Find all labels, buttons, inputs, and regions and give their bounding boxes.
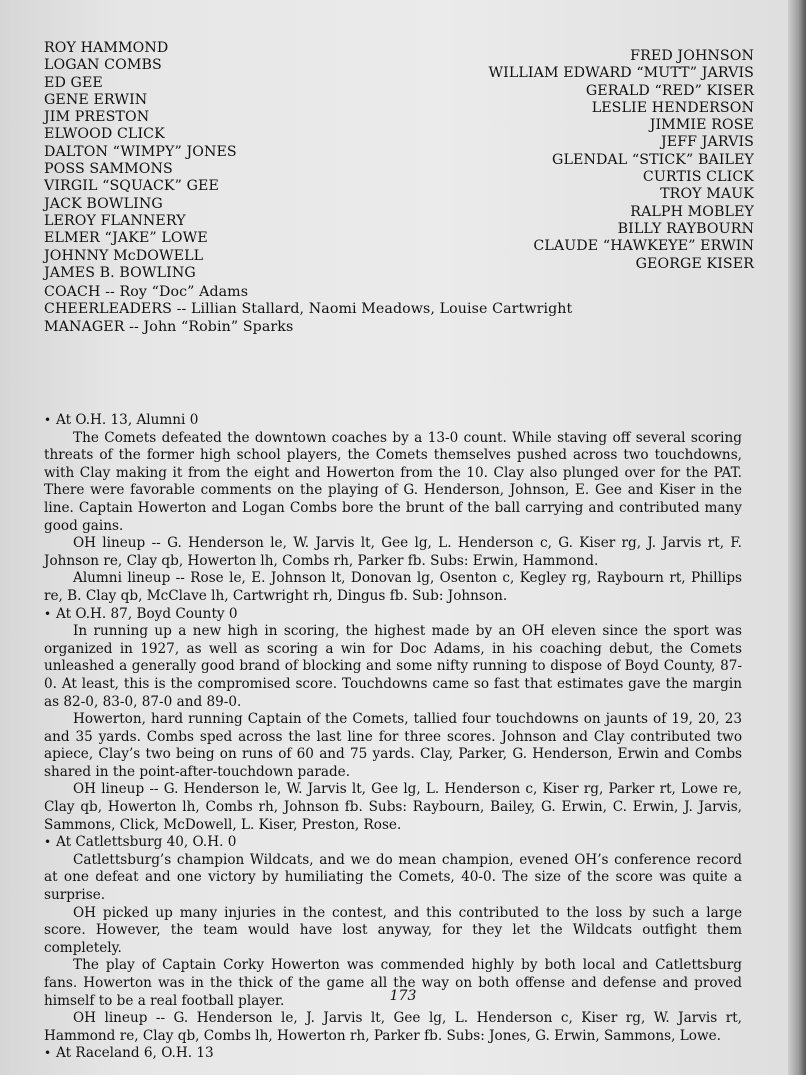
roster-name: GLENDAL “STICK” BAILEY [552,151,754,168]
page-edge-shadow [788,0,806,1075]
bullet-icon: • [44,413,52,427]
roster-name: GEORGE KISER [635,255,754,272]
roster-name: LEROY FLANNERY [44,212,186,229]
roster-name: ELWOOD CLICK [44,126,165,143]
game-paragraph: Catlettsburg’s champion Wildcats, and we do mean champion, evened OH’s conference record at one defeat and one victory by humiliating the Comets, 40-0. The size of the score was quite a surprise. [44,851,742,904]
roster-right-column [424,48,754,273]
game-heading: • At O.H. 13, Alumni 0 [44,412,199,428]
game-paragraph: The play of Captain Corky Howerton was commended highly by both local and Catlettsburg fans. Howerton was in the thick of the game all the way on both offense and defense and proved himself to be a real football player. [44,957,742,1009]
game-paragraph: OH picked up many injuries in the contest, and this contributed to the loss by such a large score. However, the team would have lost anyway, for they let the Wildcats outfight them completely. [44,904,742,956]
roster-name: LESLIE HENDERSON [591,99,754,116]
game-paragraph: OH lineup -- G. Henderson le, W. Jarvis lt, Gee lg, L. Henderson c, G. Kiser rg, J. Jarvis rt, F. Johnson re, Clay qb, Howerton lh, Combs rh, Parker fb. Subs: Erwin, Hammond. [44,535,742,569]
roster-name: GENE ERWIN [44,91,148,108]
cheerleaders-line: CHEERLEADERS -- Lillian Stallard, Naomi Meadows, Louise Cartwright [44,301,573,318]
roster-name: LOGAN COMBS [44,57,162,74]
game-paragraph: The Comets defeated the downtown coaches by a 13-0 count. While staving off several scoring threats of the former high school players, the Comets themselves pushed across two touchdowns, with Clay making it from the eight and Howerton from the 10. Clay also plunged over for the PAT. There were favorable comments on the playing of G. Henderson, Johnson, E. Gee and Kiser in the line. Captain Howerton and Logan Combs bore the brunt of the ball carrying and contributed many good gains. [44,429,742,534]
roster-name: CLAUDE “HAWKEYE” ERWIN [533,238,754,255]
game-paragraph: OH lineup -- G. Henderson le, J. Jarvis lt, Gee lg, L. Henderson c, Kiser rg, W. Jarvis rt, Hammond re, Clay qb, Combs lh, Howerton rh, Parker fb. Subs: Jones, G. Erwin, Sammons, Lowe. [44,1010,742,1044]
game-reports [44,412,742,1063]
roster-name: CURTIS CLICK [642,169,754,186]
roster-name: GERALD “RED” KISER [585,82,754,99]
roster-name: ROY HAMMOND [44,40,169,56]
game-paragraph: Alumni lineup -- Rose le, E. Johnson lt, Donovan lg, Osenton c, Kegley rg, Raybourn rt, Phillips re, B. Clay qb, McClave lh, Cartwright rh, Dingus fb. Sub: Johnson. [44,570,742,604]
roster-name: RALPH MOBLEY [630,203,754,220]
roster-name: JIM PRESTON [44,109,150,126]
game-heading: • At Raceland 6, O.H. 13 [44,1045,214,1062]
roster-name: WILLIAM EDWARD “MUTT” JARVIS [488,65,754,82]
bullet-icon: • [44,606,52,621]
roster-name: ED GEE [44,74,103,91]
roster-name: BILLY RAYBOURN [617,220,754,237]
game-heading: • At O.H. 87, Boyd County 0 [44,605,238,622]
roster-name: FRED JOHNSON [630,48,754,64]
team-roster [44,40,754,340]
game-paragraph: OH lineup -- G. Henderson le, W. Jarvis lt, Gee lg, L. Henderson c, Kiser rg, Parker rt, Lowe re, Clay qb, Howerton lh, Combs rh, Johnson fb. Subs: Raybourn, Bailey, G. Erwin, C. Erwin, J. Jarvis, Sammons, Click, McDowell, L. Kiser, Preston, Rose. [44,781,742,833]
game-heading: • At Catlettsburg 40, O.H. 0 [44,834,237,851]
page-number: 173 [389,988,417,1004]
roster-name: ELMER “JAKE” LOWE [44,230,208,247]
roster-name: JOHNNY McDOWELL [44,247,204,264]
coach-line: COACH -- Roy “Doc” Adams [44,284,249,300]
roster-name: POSS SAMMONS [44,161,173,178]
game-paragraph: In running up a new high in scoring, the highest made by an OH eleven since the sport was organized in 1927, as well as scoring a win for Doc Adams, in his coaching debut, the Comets unleashed a generally good brand of blocking and some nifty running to dispose of Boyd County, 87-0. At least, this is the compromised score. Touchdowns came so fast that estimates gave the margin as 82-0, 83-0, 87-0 and 89-0. [44,623,742,710]
roster-name: TROY MAUK [660,186,754,203]
manager-line: MANAGER -- John “Robin” Sparks [44,318,294,335]
roster-name: JAMES B. BOWLING [44,264,196,281]
roster-name: JIMMIE ROSE [649,117,754,134]
roster-name: JEFF JARVIS [660,134,754,151]
team-staff [44,284,754,336]
roster-name: DALTON “WIMPY” JONES [44,143,237,160]
bullet-icon: • [44,835,52,850]
roster-name: VIRGIL “SQUACK” GEE [44,178,219,195]
roster-name: JACK BOWLING [44,195,163,212]
bullet-icon: • [44,1046,52,1061]
game-paragraph: Howerton, hard running Captain of the Comets, tallied four touchdowns on jaunts of 19, 20, 23 and 35 yards. Combs sped across the last line for three scores. Johnson and Clay contributed two apiece, Clay’s two being on runs of 60 and 75 yards. Clay, Parker, G. Henderson, Erwin and Combs shared in the point-after-touchdown parade. [44,711,742,780]
